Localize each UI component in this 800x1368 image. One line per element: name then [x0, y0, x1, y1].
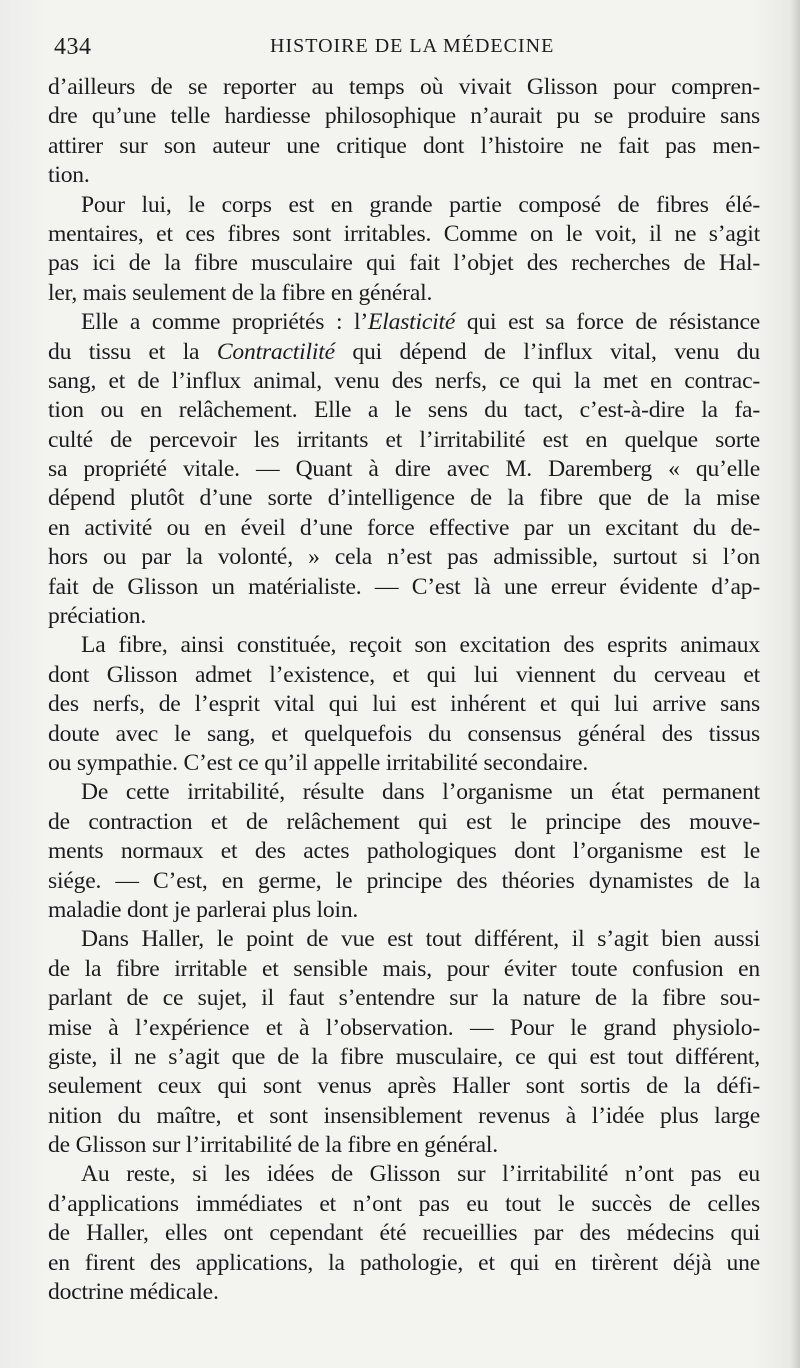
text-line: nition du maître, et sont insensiblement revenus à l’idée plus large	[48, 1102, 760, 1129]
text-segment: du tissu et la	[48, 338, 217, 365]
text-line: dre qu’une telle hardiesse philosophique n’aurait pu se produire sans	[48, 103, 760, 130]
text-line: ou sympathie. C’est ce qu’il appelle irritabilité secondaire.	[48, 749, 589, 776]
text-line: parlant de ce sujet, il faut s’entendre sur la nature de la fibre sou-	[48, 985, 760, 1012]
text-line: ments normaux et des actes pathologiques dont l’organisme est le	[48, 838, 760, 865]
text-line: de la fibre irritable et sensible mais, pour éviter toute confusion en	[48, 955, 760, 982]
text-line: seulement ceux qui sont venus après Haller sont sortis de la défi-	[48, 1073, 760, 1100]
italic-term: Elasticité	[368, 309, 456, 336]
body-text	[48, 73, 760, 1307]
text-line: en activité ou en éveil d’une force effective par un excitant du de-	[48, 514, 760, 541]
text-line: des nerfs, de l’esprit vital qui lui est inhérent et qui lui arrive sans	[48, 691, 760, 718]
text-line: De cette irritabilité, résulte dans l’organisme un état permanent	[81, 779, 760, 806]
text-line: d’applications immédiates et n’ont pas eu tout le succès de celles	[48, 1190, 760, 1217]
running-title: HISTOIRE DE LA MÉDECINE	[270, 35, 555, 57]
page-number: 434	[54, 34, 92, 60]
text-line: sang, et de l’influx animal, venu des nerfs, ce qui la met en contrac-	[48, 367, 760, 394]
text-line: culté de percevoir les irritants et l’irritabilité est en quelque sorte	[48, 426, 760, 453]
text-line: de Haller, elles ont cependant été recueillies par des médecins qui	[48, 1220, 760, 1247]
text-line: giste, il ne s’agit que de la fibre musculaire, ce qui est tout différent,	[48, 1043, 760, 1070]
text-line: siége. — C’est, en germe, le principe des théories dynamistes de la	[48, 867, 760, 894]
text-line: doctrine médicale.	[48, 1279, 219, 1306]
text-line: Dans Haller, le point de vue est tout différent, il s’agit bien aussi	[81, 926, 760, 953]
running-header	[54, 34, 754, 68]
text-line	[48, 338, 760, 367]
text-line: dépend plutôt d’une sorte d’intelligence de la fibre que de la mise	[48, 485, 760, 512]
text-line: en firent des applications, la pathologie, et qui en tirèrent déjà une	[48, 1249, 760, 1276]
text-segment: Elle a comme propriétés : l’	[81, 309, 369, 336]
text-line: doute avec le sang, et quelquefois du consensus général des tissus	[48, 720, 760, 747]
text-segment: qui dépend de l’influx vital, venu du	[334, 338, 760, 365]
text-line	[48, 308, 760, 337]
text-line: Pour lui, le corps est en grande partie composé de fibres élé-	[81, 191, 760, 218]
text-line: Au reste, si les idées de Glisson sur l’irritabilité n’ont pas eu	[81, 1161, 760, 1188]
text-line: ler, mais seulement de la fibre en général.	[48, 279, 433, 306]
text-line: préciation.	[48, 603, 147, 630]
text-line: hors ou par la volonté, » cela n’est pas admissible, surtout si l’on	[48, 544, 760, 571]
text-line: de contraction et de relâchement qui est le principe des mouve-	[48, 808, 760, 835]
text-line: tion ou en relâchement. Elle a le sens du tact, c’est-à-dire la fa-	[48, 397, 760, 424]
text-line: d’ailleurs de se reporter au temps où vivait Glisson pour compren-	[48, 74, 760, 100]
text-line: La fibre, ainsi constituée, reçoit son excitation des esprits animaux	[81, 632, 760, 659]
text-line: attirer sur son auteur une critique dont l’histoire ne fait pas men-	[48, 132, 760, 159]
text-segment: qui est sa force de résistance	[455, 309, 760, 336]
text-line: sa propriété vitale. — Quant à dire avec M. Daremberg « qu’elle	[48, 456, 760, 483]
text-line: de Glisson sur l’irritabilité de la fibre en général.	[48, 1132, 498, 1159]
text-line: tion.	[48, 162, 90, 189]
text-line: mentaires, et ces fibres sont irritables. Comme on le voit, il ne s’agit	[48, 220, 760, 247]
text-line: pas ici de la fibre musculaire qui fait l’objet des recherches de Hal-	[48, 250, 760, 277]
text-line: maladie dont je parlerai plus loin.	[48, 896, 359, 923]
text-line: mise à l’expérience et à l’observation. — Pour le grand physiolo-	[48, 1014, 760, 1041]
italic-term: Contractilité	[216, 338, 335, 365]
text-line: dont Glisson admet l’existence, et qui lui viennent du cerveau et	[48, 661, 760, 688]
text-line: fait de Glisson un matérialiste. — C’est là une erreur évidente d’ap-	[48, 573, 760, 600]
